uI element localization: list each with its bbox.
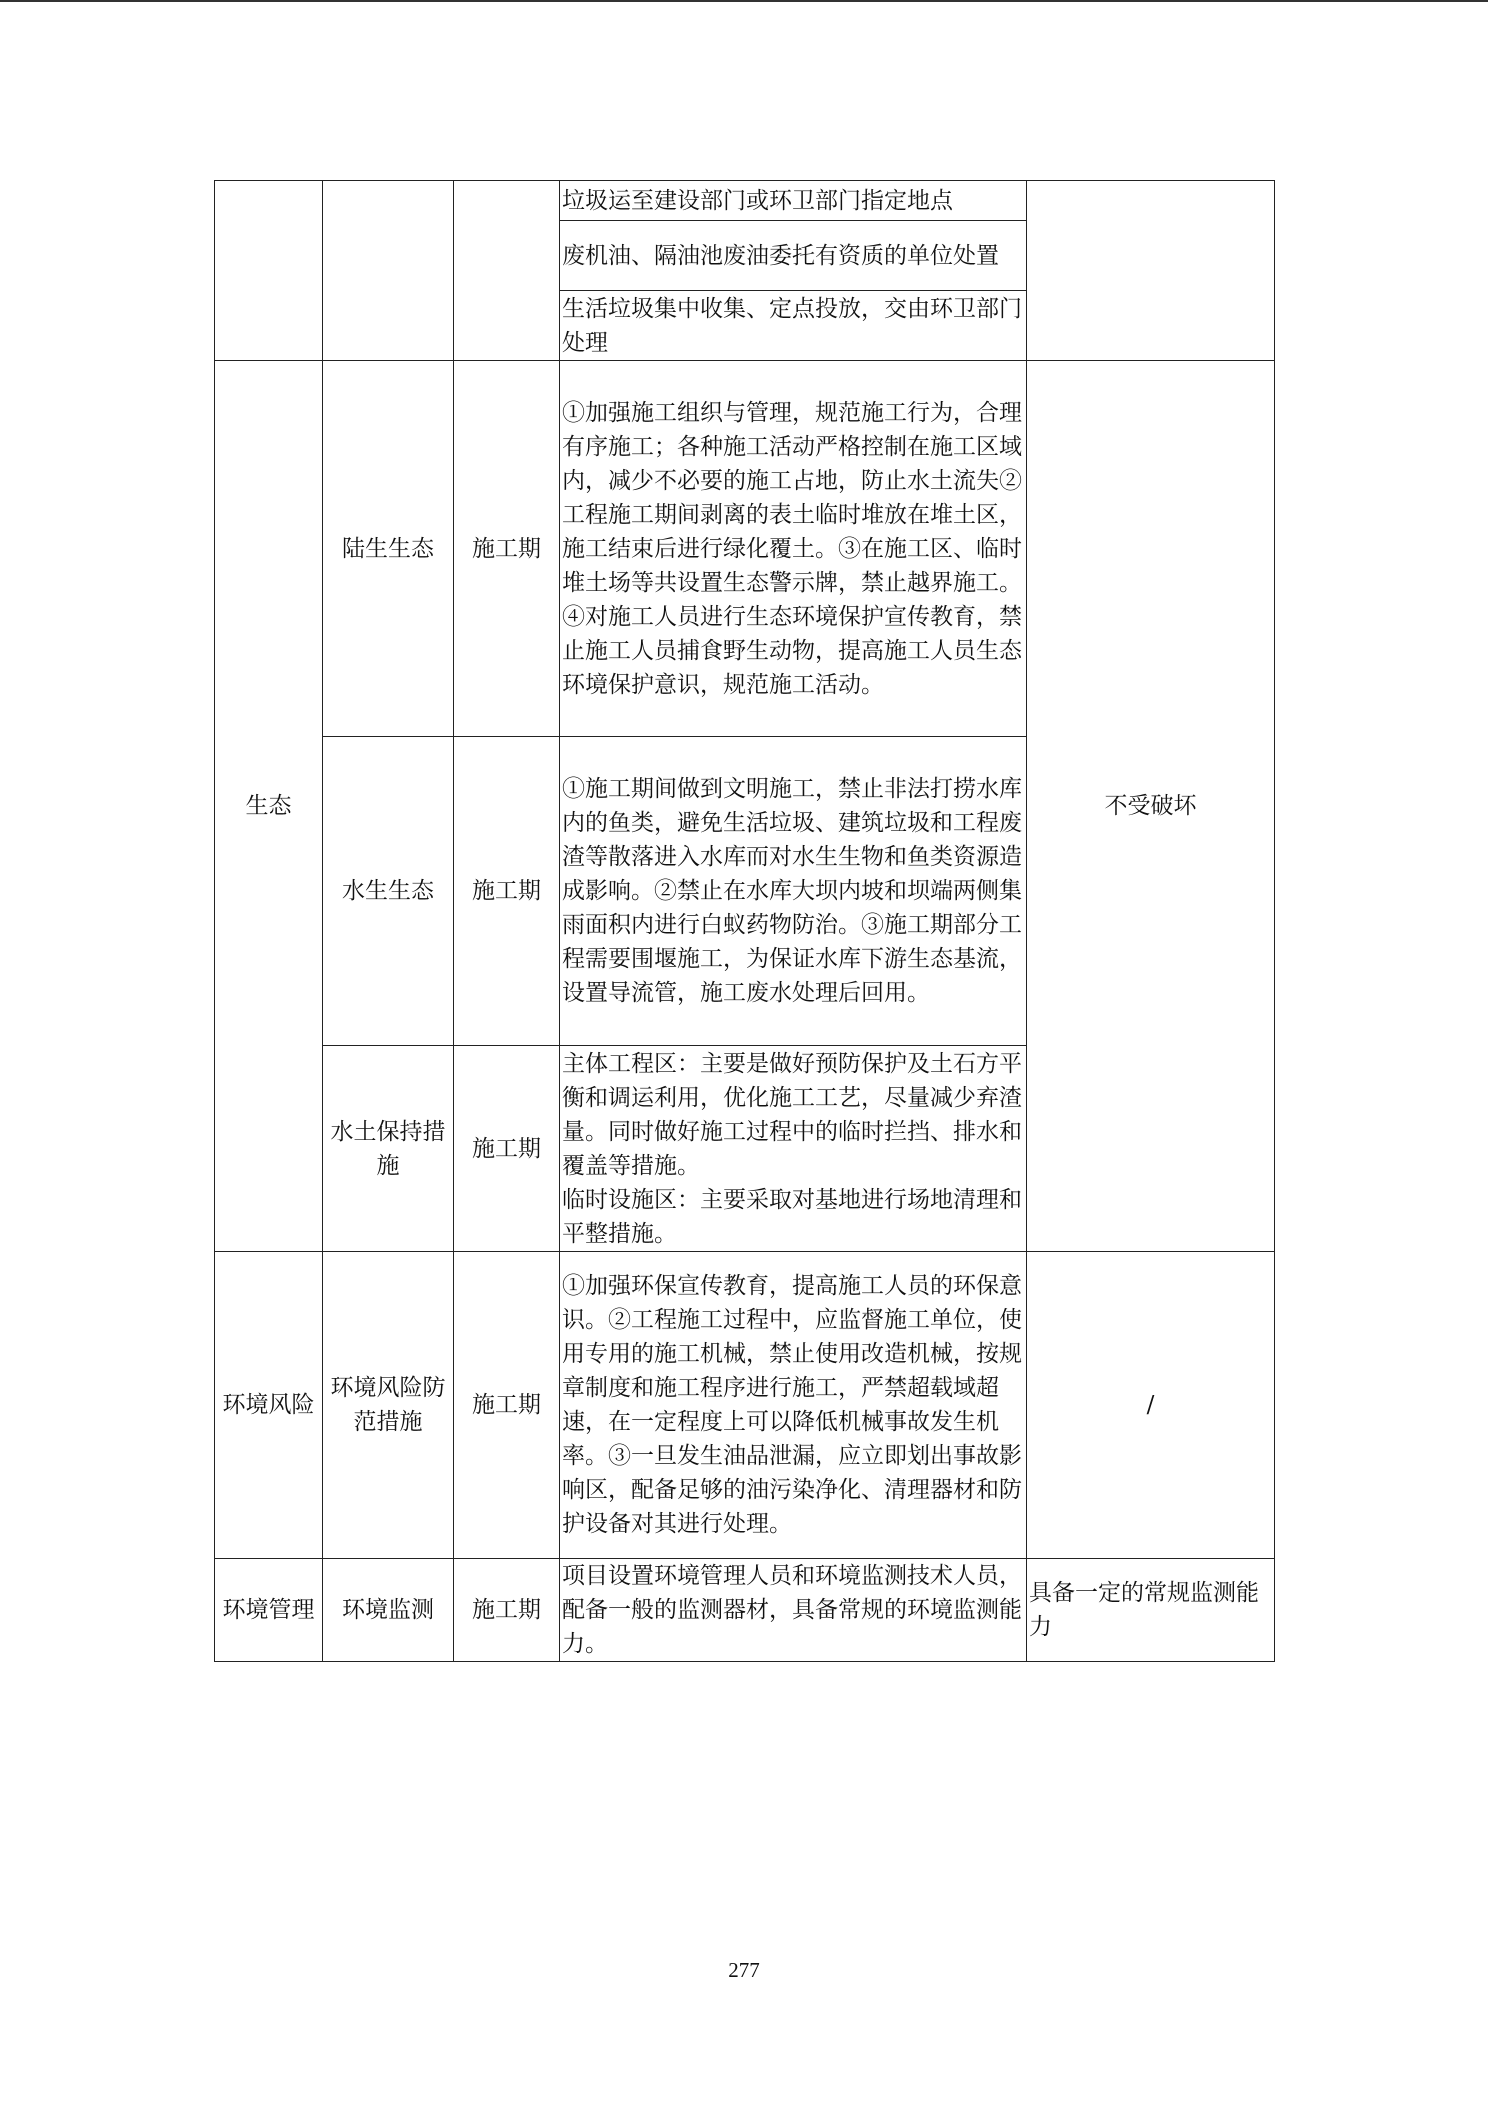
item-cell-soil-conservation: 水土保持措施: [323, 1046, 454, 1252]
target-cell-risk: /: [1027, 1252, 1275, 1559]
table-row: [215, 361, 1275, 737]
period-cell: 施工期: [454, 361, 560, 737]
measure-cell-monitoring: 项目设置环境管理人员和环境监测技术人员，配备一般的监测器材，具备常规的环境监测能力。: [560, 1559, 1027, 1662]
item-cell-water-ecology: 水生生态: [323, 737, 454, 1046]
item-cell-land-ecology: 陆生生态: [323, 361, 454, 737]
measure-cell-soil-conservation: [560, 1046, 1027, 1252]
measure-cell: 生活垃圾集中收集、定点投放，交由环卫部门处理: [560, 291, 1027, 361]
item-cell-empty: [323, 181, 454, 361]
category-cell-management: 环境管理: [215, 1559, 323, 1662]
measure-cell-risk: ①加强环保宣传教育，提高施工人员的环保意识。②工程施工过程中，应监督施工单位，使用专用的施工机械，禁止使用改造机械，按规章制度和施工程序进行施工，严禁超载域超速，在一定程度上可以降低机械事故发生机率。③一旦发生油品泄漏，应立即划出事故影响区，配备足够的油污染净化、清理器材和防护设备对其进行处理。: [560, 1252, 1027, 1559]
item-cell-monitoring: 环境监测: [323, 1559, 454, 1662]
target-cell-ecology: 不受破坏: [1027, 361, 1275, 1252]
environmental-measures-table: [214, 180, 1275, 1662]
period-cell: 施工期: [454, 737, 560, 1046]
category-cell-empty: [215, 181, 323, 361]
item-cell-risk: 环境风险防范措施: [323, 1252, 454, 1559]
measure-cell-water-ecology: ①施工期间做到文明施工，禁止非法打捞水库内的鱼类，避免生活垃圾、建筑垃圾和工程废渣等散落进入水库而对水生生物和鱼类资源造成影响。②禁止在水库大坝内坡和坝端两侧集雨面积内进行白蚁药物防治。③施工期部分工程需要围堰施工，为保证水库下游生态基流，设置导流管，施工废水处理后回用。: [560, 737, 1027, 1046]
category-cell-ecology: 生态: [215, 361, 323, 1252]
measure-cell-land-ecology: ①加强施工组织与管理，规范施工行为，合理有序施工；各种施工活动严格控制在施工区域内，减少不必要的施工占地，防止水土流失②工程施工期间剥离的表土临时堆放在堆土区，施工结束后进行绿化覆土。③在施工区、临时堆土场等共设置生态警示牌，禁止越界施工。④对施工人员进行生态环境保护宣传教育，禁止施工人员捕食野生动物，提高施工人员生态环境保护意识，规范施工活动。: [560, 361, 1027, 737]
page-number: 277: [728, 1958, 760, 1982]
page-top-border: [0, 0, 1488, 2]
table-row: [215, 181, 1275, 221]
target-cell-empty: [1027, 181, 1275, 361]
category-cell-risk: 环境风险: [215, 1252, 323, 1559]
period-cell: 施工期: [454, 1046, 560, 1252]
measure-cell: 废机油、隔油池废油委托有资质的单位处置: [560, 221, 1027, 291]
measure-cell: 垃圾运至建设部门或环卫部门指定地点: [560, 181, 1027, 221]
period-cell: 施工期: [454, 1252, 560, 1559]
target-cell-management: 具备一定的常规监测能力: [1027, 1559, 1275, 1662]
table-row: [215, 1252, 1275, 1559]
period-cell-empty: [454, 181, 560, 361]
measure-text-main-works: 主体工程区：主要是做好预防保护及土石方平衡和调运利用，优化施工工艺，尽量减少弃渣量。同时做好施工过程中的临时拦挡、排水和覆盖等措施。: [562, 1050, 1022, 1179]
table-row: [215, 1559, 1275, 1662]
measure-text-temp-facilities: 临时设施区：主要采取对基地进行场地清理和平整措施。: [562, 1186, 1022, 1247]
period-cell: 施工期: [454, 1559, 560, 1662]
